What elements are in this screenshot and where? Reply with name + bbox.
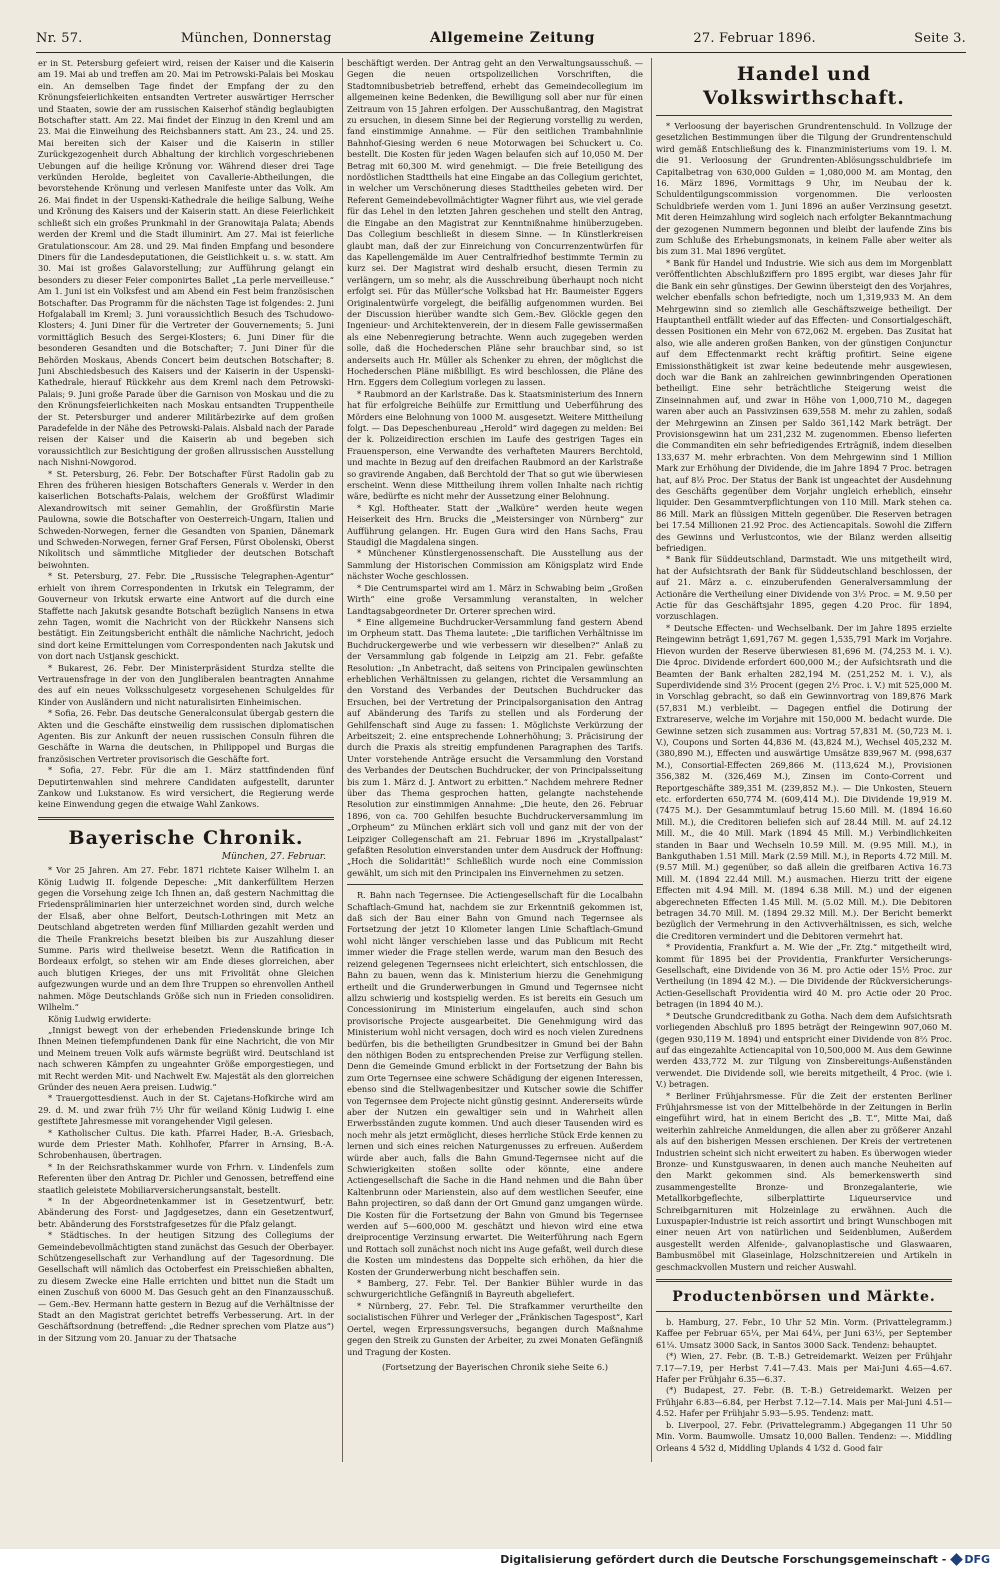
article-paragraph: (*) Budapest, 27. Febr. (B. T.-B.) Getreidemarkt. Weizen per Frühjahr 6.83—6.84, per Herbst 7.12—7.14. Mais per Mai-Juni 4.51—4.52. Hafer per Frühjahr 5.93—5.95. Tendenz: matt. bbox=[656, 1385, 952, 1419]
masthead bbox=[36, 30, 966, 50]
article-paragraph: * Sofia, 27. Febr. Für die am 1. März stattfindenden fünf Deputirtenwahlen sind mehrere Candidaten aufgestellt, darunter Zankow und Lukstanow. Es wird versichert, die Regierung werde keine Einwendung gegen die etwaige Wahl Zankows. bbox=[38, 765, 334, 810]
article-paragraph: * Verloosung der bayerischen Grundrentenschuld. In Vollzuge der gesetzlichen Bestimmungen über die Tilgung der Grundrentenschuld wird gemäß Entschließung des k. Finanzministeriums vom 19. l. M. die 91. Verloosung der Grundrenten-Ablösungsschuldbriefe im Capitalbetrag von 630,000 Gulden = 1,080,000 M. am Montag, den 16. März 1896, Vormittags 9 Uhr, im Neubau der k. Schuldentilgungscommission vorgenommen. Die verloosten Schuldbriefe werden vom 1. Juni 1896 an außer Verzinsung gesetzt. Mit deren Heimzahlung wird sogleich nach erfolgter Bekanntmachung der gezogenen Nummern begonnen und bleibt der laufende Zins bis zum Schluße des Erhebungsmonats, in keinem Falle aber weiter als bis zum 31. Mai 1896 vergütet. bbox=[656, 121, 952, 257]
article-paragraph: * Deutsche Grundcreditbank zu Gotha. Nach dem dem Aufsichtsrath vorliegenden Abschluß pro 1895 beträgt der Reingewinn 907,060 M. (gegen 930,119 M. 1894) und entspricht einer Dividende von 8⅔ Proc. auf das eingezahlte Actiencapital von 10,500,000 M. Aus dem Gewinne werden 433,772 M. zur Tilgung von Zinsbereitungs-Außenständen verwendet. Die Dividende soll, wie bereits mitgetheilt, 4 Proc. (wie i. V.) betragen. bbox=[656, 1010, 952, 1090]
article-paragraph: * Bank für Handel und Industrie. Wie sich aus dem im Morgenblatt veröffentlichten Abschlußziffern pro 1895 ergibt, war dieses Jahr für die Bank ein sehr günstiges. Der Gewinn übersteigt den des Vorjahres, welcher ebenfalls schon befriedigte, noch um 1,319,933 M. An dem Mehrgewinn sind so ziemlich alle Geschäftszweige betheiligt. Der Hauptantheil entfällt wieder auf das Effecten- und Consortialgeschäft, dessen Positionen ein Mehr von 672,062 M. ergeben. Das Zusitat hat also, wie alle anderen großen Banken, von der günstigen Conjunctur auf dem Effectenmarkt recht kräftig profitirt. Seine eigene Emissionsthätigkeit ist zwar keine bedeutende mehr ausgewiesen, doch war die Bank an zahlreichen gewinnbringenden Operationen betheiligt. Eine sehr beträchtliche Steigerung weist die Zinseinnahmen auf, und zwar in Höhe von 1,000,710 M., dagegen waren aber auch an Passivzinsen 639,558 M. mehr zu zahlen, sodaß der Mehrgewinn an Zinsen per Saldo 361,142 Mark beträgt. Der Provisionsgewinn hat um 231,232 M. zugenommen. Ebenso lieferten die Commanditen ein sehr befriedigendes Erträgniß, indem dieselben 133,637 M. mehr erbrachten. Von dem Mehrgewinn sind 1 Million Mark zur Erhöhung der Dividende, die im Jahre 1894 7 Proc. betragen hat, auf 8⅓ Proc. Der Status der Bank ist ungeachtet der Ausdehnung des Geschäfts gegenüber dem Vorjahr ungleich erheblich, einsehr liquider. Den Gesammtverpflichtungen von 110 Mill. Mark stehen ca. 86 Mill. Mark an flüssigen Mitteln gegenüber. Die Reserven betragen bei 17.54 Millionen 21.92 Proc. des Actiencapitals. Sowohl die Ziffern des Gewinns und Verlustcontos, wie der Bilanz werden allseitig befriedigen. bbox=[656, 257, 952, 554]
digitization-credit: Digitalisierung gefördert durch die Deutsche Forschungsgemeinschaft - bbox=[500, 1552, 947, 1566]
article-paragraph: * Bank für Süddeutschland, Darmstadt. Wie uns mitgetheilt wird, hat der Aufsichtsrath der Bank für Süddeutschland beschlossen, der auf 21. März a. c. einzuberufenden Generalversammlung der Actionäre die Vertheilung einer Dividende von 3½ Proc. = M. 9.50 per Actie für das Geschäftsjahr 1895, gegen 4.20 Proc. für 1894, vorzuschlagen. bbox=[656, 554, 952, 622]
dfg-logo bbox=[952, 1553, 990, 1566]
column-1 bbox=[38, 58, 334, 1458]
article-paragraph: * Katholischer Cultus. Die kath. Pfarrei Hader, B.-A. Griesbach, wurde dem Priester Math. Kohlhofer, Pfarrer in Arnsing, B.-A. Schrobenhausen, übertragen. bbox=[38, 1127, 334, 1161]
article-paragraph: * Sofia, 26. Febr. Das deutsche Generalconsulat übergab gestern die Akten und die Geschäfte einstweilig dem russischen diplomatischen Agenten. Bis zur Ankunft der neuen russischen Consuln führen die Geschäfte in Warna die deutschen, in Philippopel und Burgas die französischen Vertreter provisorisch die Geschäfte fort. bbox=[38, 708, 334, 764]
header-rule bbox=[36, 52, 966, 53]
column-2 bbox=[347, 58, 643, 1458]
article-paragraph: * Berliner Frühjahrsmesse. Für die Zeit der erstenten Berliner Frühjahrsmesse ist von der Mittelbehörde in der Zeitungen in Berlin eingeführt wird, hat in einem Bericht des „B. T.“, Mitte Mai, daß weiterhin zahlreiche Anmeldungen, die allen aber zu größerer Anzahl als auf den bisherigen Messen erschienen. Der Kreis der vertretenen Industrien scheint sich nicht erweitert zu haben. Es überwogen wieder Bronze- und Kunstguswaaren, in denen auch manche Neuheiten auf den Markt gekommen sind. Als bemerkenswerth sind zusammengestellte Bronze- und Bronzegalanterie, wie Metallkorbgeflechte, silberplattirte Liqueurservice und Schreibgarnituren mit Holzeinlage zu erwähnen. Auch die Luxuspapier-Industrie ist reich assortirt und bringt Wunschbogen mit einer neuen Art von natürlichen und Seidenblumen, Außerdem ausgestellt werden Alfenide-, galvanoplastische und Glaswaaren, Bambusmöbel mit Glaseinlage, Holzschnitzereien und Artikeln in geschmackvollen Mustern und reicher Auswahl. bbox=[656, 1090, 952, 1272]
article-paragraph: * In der Abgeordnetenkammer ist in Gesetzentwurf, betr. Abänderung des Forst- und Jagdgesetzes, dann ein Gesetzentwurf, betr. Abänderung des Forststrafgesetzes für die Pfalz gelangt. bbox=[38, 1196, 334, 1229]
column-3 bbox=[656, 58, 952, 1458]
section-title-bayerische-chronik: Bayerische Chronik. bbox=[68, 826, 304, 849]
column-divider bbox=[651, 58, 652, 1462]
article-paragraph: * Bukarest, 26. Febr. Der Ministerpräsident Sturdza stellte die Vertrauensfrage in der von den Jungliberalen beantragten Annahme des auf ein neues Volksschulgesetz vorgesehenen Schulgeldes für Kinder von Ausländern und nicht naturalisirten Einheimischen. bbox=[38, 662, 334, 707]
article-paragraph: * Städtisches. In der heutigen Sitzung des Collegiums der Gemeindebevollmächtigten stand zunächst das Gesuch der Oberbayer. Schützengesellschaft zur Verhandlung auf der Tagesordnung. Die Gesellschaft will nämlich das Octoberfest ein Preisschießen abhalten, zu diesem Zwecke eine Halle errichten und bittet nun die Stadt um einen Zuschuß von 6000 M. Das Gesuch geht an den Finanzausschuß. — Gem.-Bev. Hermann hatte gestern in Bezug auf die Verhältnisse der Stadt an den Magistrat gerichtet betreffs Verbesserung. Art. in der Geschäftsordnung (betreffend: „die Redner sprechen vom Platze aus“) in der Sitzung vom 20. Januar zu der Thatsache bbox=[38, 1230, 334, 1343]
article-paragraph: b. Hamburg, 27. Febr., 10 Uhr 52 Min. Vorm. (Privattelegramm.) Kaffee per Februar 65¼, per Mai 64¼, per Juni 63½, per September 61¼. Umsatz 3000 Sack, in Santos 3000 Sack. Tendenz: behauptet. bbox=[656, 1317, 952, 1350]
newspaper-title: Allgemeine Zeitung bbox=[429, 30, 596, 46]
article-paragraph: * In der Reichsrathskammer wurde von Frhrn. v. Lindenfels zum Referenten über den Antrag Dr. Pichler und Genossen, betreffend eine staatlich geleistete Mobiliarversicherungsanstalt, bestellt. bbox=[38, 1161, 334, 1195]
section-divider bbox=[656, 1311, 952, 1312]
section-title-handel: Handel und Volkswirthschaft. bbox=[703, 63, 905, 109]
article-paragraph: König Ludwig erwiderte: bbox=[48, 1013, 152, 1024]
article-paragraph: er in St. Petersburg gefeiert wird, reisen der Kaiser und die Kaiserin am 19. Mai ab und treffen am 20. Mai im Petrowski-Palais bei Moskau ein. An demselben Tage findet der Empfang der zu den Krönungsfeierlichkeiten entsandten Vertreter auswärtiger Herrscher und Staaten, sowie der am russischen Kaiserhof ständig beglaubigten Botschafter statt. Am 22. Mai findet der Einzug in den Kreml und am 23. Mai die Einweihung des Reichsbanners statt. Am 23., 24. und 25. Mai bereiten sich der Kaiser und die Kaiserin in stiller Zurückgezogenheit durch Abhaltung der kirchlich vorgeschriebenen Uebungen auf die heilige Krönung vor. Während dieser drei Tage verkünden Herolde, begleitet von Cavallerie-Abtheilungen, die bevorstehende Krönung und verlesen Manifeste unter das Volk. Am 26. Mai findet in der Uspenski-Kathedrale die heilige Salbung, Weihe und Krönung des Kaisers und der Kaiserin statt. An diese Feierlichkeit schließt sich ein großes Prunkmahl in der Granowitaja Palata; Abends werden der Kreml und die Stadt illuminirt. Am 27. Mai ist feierliche Gratulationscour. Am 28. und 29. Mai finden Empfang und besondere Diners für die Landesdeputationen, die Geistlichkeit u. s. w. statt. Am 30. Mai ist großes Galavorstellung; zur Aufführung gelangt ein besonders zu dieser Feier componirtes Ballet „La perle merveilleuse.“ Am 1. Juni ist ein Volksfest und am Abend ein Fest beim französischen Botschafter. Das Programm für die nächsten Tage ist folgendes: 2. Juni Hofgalaball im Kreml; 3. Juni voraussichtlich Besuch des Tschudowo-Klosters; 4. Juni Diner für die Vertreter der Gouvernements; 5. Juni vormittäglich Besuch des Sergei-Klosters; 6. Juni Diner für die besonderen Gesandten und die Botschafter; 7. Juni Diner für die Behörden Moskaus, Abends Concert beim deutschen Botschafter; 8. Juni Abschiedsbesuch des Kaisers und der Kaiserin in der Uspenski-Kathedrale, hierauf Rückkehr aus dem Kreml nach dem Petrowski-Palais; 9. Juni große Parade über die Garnison von Moskau und die zu den Krönungsfeierlichkeiten nach Moskau entsandten Truppentheile der St. Petersburger und anderer Militärbezirke auf dem großen Paradefelde in der Nähe des Petrowski-Palais. Alsbald nach der Parade reisen der Kaiser und die Kaiserin ab und begeben sich voraussichtlich zur Besichtigung der großen allrussischen Ausstellung nach Nishni-Nowgorod. bbox=[38, 58, 334, 468]
page-number: Seite 3. bbox=[914, 31, 966, 46]
article-paragraph: * Die Centrumspartei wird am 1. März in Schwabing beim „Großen Wirth“ eine große Versammlung veranstalten, in welcher Landtagsabgeordneter Dr. Orterer sprechen wird. bbox=[347, 582, 643, 616]
article-paragraph: * Raubmord an der Karlstraße. Das k. Staatsministerium des Innern hat für erfolgreiche Beihülfe zur Ermittlung und Ueberführung des Mörders eine Belohnung von 1000 M. ausgesetzt. Weitere Mittheilung folgt. — Das Depeschenbureau „Herold“ wird dagegen zu melden: Bei der k. Polizeidirection erschien im Laufe des gestrigen Tages ein Frauensperson, eine Verwandte des verhafteten Maurers Berchtold, und machte in Bezug auf den dreifachen Raubmord an der Karlstraße so gravirende Angaben, daß Berchtold der That so gut wie überwiesen erscheint. Wenn diese Mittheilung ihrem vollen Inhalte nach richtig wäre, bedürfte es nicht mehr der Aussetzung einer Belohnung. bbox=[347, 388, 643, 502]
dfg-logo-text: DFG bbox=[964, 1552, 990, 1566]
place-and-day: München, Donnerstag bbox=[180, 31, 332, 46]
section-divider bbox=[656, 1279, 952, 1282]
article-paragraph: * Providentia, Frankfurt a. M. Wie der „Fr. Ztg.“ mitgetheilt wird, kommt für 1895 bei der Providentia, Frankfurter Versicherungs-Gesellschaft, eine Dividende von 36 M. pro Actie oder 15½ Proc. zur Vertheilung (in 1894 42 M.). — Die Dividende der Rückversicherungs-Actien-Gesellschaft Providentia wird 40 M. pro Actie oder 20 Proc. betragen (in 1894 40 M.). bbox=[656, 942, 952, 1010]
article-paragraph: * Nürnberg, 27. Febr. Tel. Die Strafkammer verurtheilte den socialistischen Führer und Verleger der „Fränkischen Tagespost“, Karl Oertel, wegen Erpressungsversuchs, begangen durch Maßnahme gegen den Streik zu Gunsten der Arbeiter, zu zwei Monaten Gefängniß und Tragung der Kosten. bbox=[347, 1300, 643, 1357]
dfg-logo-icon bbox=[950, 1553, 963, 1566]
article-paragraph: * Eine allgemeine Buchdrucker-Versammlung fand gestern Abend im Orpheum statt. Das Thema lautete: „Die tariflichen Verhältnisse im Buchdruckergewerbe und wie verbessern wir dieselben?“ Anlaß zu der Versammlung gab folgende in Leipzig am 21. Febr. gefaßte Resolution: „In Anbetracht, daß seitens von Principalen gewünschten erheblichen Verhältnissen zu gelangen, richtet die Versammlung an den Vorstand des Verbandes der Deutschen Buchdrucker das Ersuchen, bei der Vertretung der Principalsorganisation den Antrag auf Abänderung des Tarifs zu stellen und als Forderung der Gehilfenschaft sind Auge zu fassen: 1. Möglichste Verkürzung der Arbeitszeit; 2. eine entsprechende Lohnerhöhung; 3. Präcisirung der durch die Praxis als streitig empfundenen Paragraphen des Tarifs. Unter vorstehende Anträge ersucht die Versammlung den Vorstand des Verbandes der Deutschen Buchdrucker, der von Principalsseitung bis zum 1. März d. J. Antwort zu erbitten.“ Nachdem mehrere Redner über das Thema gesprochen hatten, gelangte nachstehende Resolution zur einstimmigen Annahme: „Die heute, den 26. Februar 1896, von ca. 700 Gehilfen besuchte Buchdruckerversammlung im „Orpheum“ zu München erklärt sich voll und ganz mit der von der Leipziger Collegenschaft am 21. Februar 1896 im „Krystallpalast“ gefaßten Resolution einverstanden unter dem Ausdruck der Hoffnung: „Hoch die Solidarität!“ Schließlich wurde noch eine Commission gewählt, um sich mit den Principalen ins Einvernehmen zu setzen. bbox=[347, 616, 643, 878]
article-paragraph: * Vor 25 Jahren. Am 27. Febr. 1871 richtete Kaiser Wilhelm I. an König Ludwig II. folgende Depesche: „Mit dankerfülltem Herzen gegen die Vorsehung zeige Ich Ihnen an, daß gestern Nachmittag die Friedenspräliminarien hier unterzeichnet worden sind, durch welche der Elsaß, aber ohne Belfort, Deutsch-Lothringen mit Metz an Deutschland abgetreten werden fünf Milliarden gezahlt werden und die Theile Frankreichs besetzt bleiben bis zur Auszahlung dieser Summe. Paris wird theilweise besetzt. Wenn die Ratification in Bordeaux erfolgt, so stehen wir am Ende dieses glorreichen, aber auch blutigen Krieges, der uns mit Frivolität ohne Gleichen aufgezwungen wurde und an dem Ihre Truppen so ehrenvollen Antheil nahmen. Möge Deutschlands Größe sich nun in Frieden consolidiren. Wilhelm.“ bbox=[38, 865, 334, 1013]
article-paragraph: * Deutsche Effecten- und Wechselbank. Der im Jahre 1895 erzielte Reingewinn beträgt 1,691,767 M. gegen 1,535,791 Mark im Vorjahre. Hievon wurden der Reserve überwiesen 81,696 M. (74,253 M. i. V.). Die 4proc. Dividende erfordert 600,000 M.; der Aufsichtsrath und die Beamten der Bank erhalten 282,194 M. (251,252 M. i. V.), als Superdividende sind 3½ Procent (gegen 2½ Proc. i. V.) mit 525,000 M. in Vorschlag gebracht, so daß ein Gewinnvortrag von 189,876 Mark (57,831 M.) verbleibt. — Dagegen entfiel die Dotirung der Extrareserve, welche im Vorjahre mit 150,000 M. bedacht wurde. Die Gewinne setzen sich zusammen aus: Vortrag 57,831 M. (50,723 M. i. V.), Coupons und Sorten 44,836 M. (43,824 M.), Wechsel 405,232 M. (380,890 M.), Effecten und auswärtige Umsätze 839,967 M. (998,637 M.), Consortial-Effecten 269,866 M. (113,624 M.), Provisionen 356,382 M. (326,469 M.), Zinsen im Conto-Corrent und Reportgeschäfte 389,351 M. (239,852 M.). — Die Unkosten, Steuern etc. erforderten 650,774 M. (609,414 M.). Die Dividende 19,919 M. (7475 M.). Der Gesammtumlauf betrug 15.60 Mill. M. (1894 16.60 Mill. M.), die Creditoren beliefen sich auf 28.44 Mill. M. auf 24.12 Mill. M., die 40 Mill. Mark (1894 45 Mill. M.) Verbindlichkeiten standen in Baar und Wechseln 10.59 Mill. M. (9.95 Mill. M.), in Bankguthaben 1.51 Mill. Mark (2.59 Mill. M.), in Reports 4.72 Mill. M. (9.57 Mill. M.) gegenüber, so daß allein die greifbaren Activa 16.73 Mill. M. (1894 22.44 Mill. M.) ausmachen. Hierzu tritt der eigene Effecten mit 4.94 Mill. M. (1894 6.38 Mill. M.) und der eigenen abgerechneten Effecten 1.45 Mill. M. (5.02 Mill. M.). Die Debitoren betragen 34.70 Mill. M. (1894 29.32 Mill. M.). Der Bericht bemerkt bezüglich der Vermehrung in den Activverhältnissen, es sich, welche die Creditoren vermindert und die Debitoren vermehrt hat. bbox=[656, 622, 952, 941]
article-paragraph: beschäftigt werden. Der Antrag geht an den Verwaltungsausschuß. — Gegen die neuen ortspolizeilichen Vorschriften, die Stadtomnibusbetrieb betreffend, erhebt das Gemeindecollegium im allgemeinen keine Bedenken, die Bewilligung soll aber nur für einen Zeitraum von 15 Jahren erfolgen. Der Ausschußantrag, den Magistrat zu ersuchen, in diesem Sinne bei der Regierung vorstellig zu werden, fand einstimmige Annahme. — Für den seitlichen Trambahnlinie Bahnhof-Giesing werden 6 neue Motorwagen bei Schuckert u. Co. bestellt. Die Kosten für jeden Wagen belaufen sich auf 10,050 M. Der Betrag mit 60,300 M. wird genehmigt. — Die freie Beteiligung des nordöstlichen Stadttheils hat eine Eingabe an das Collegium gerichtet, in welcher um Verschönerung dieses Stadttheiles gebeten wird. Der Referent Gemeindebevollmächtigter Wagner führt aus, wie viel gerade für das Lehel in den letzten Jahren geschehen und stellt den Antrag, die Eingabe an den Magistrat zur Kenntnißnahme hinüberzugeben. Das Collegium beschließt in diesem Sinne. — In Künstlerkreisen glaubt man, daß der zur Einreichung von Concurrenzentwürfen für das Kapellengemälde im Auer Centralfriedhof bestimmte Termin zu kurz sei. Der Magistrat wird deshalb ersucht, diesen Termin zu verlängern, um so mehr, als die Ausschreibung überhaupt noch nicht erfolgt sei. Für das Müller'sche Volksbad hat Hr. Baumeister Eggers Originalentwürfe vorgelegt, die beifällig aufgenommen wurden. Bei der Discussion hierüber wandte sich Gem.-Bev. Glöckle gegen den Ingenieur- und Architektenverein, der in diesem Falle gewissermaßen als eine Nebenregierung betrachte. Wenn auch zugegeben werden solle, daß die Hochederschen Pläne sehr brauchbar sind, so ist anderseits auch Hr. Müller als Schenker zu ehren, der möglichst die Hochederschen Pläne mißbilligt. Es wird beschlossen, die Pläne des Hrn. Eggers dem Collegium vorlegen zu lassen. bbox=[347, 58, 643, 388]
issue-number: Nr. 57. bbox=[36, 31, 83, 46]
digitization-credit-bar bbox=[0, 1549, 1000, 1569]
article-paragraph: * Kgl. Hoftheater. Statt der „Walküre“ werden heute wegen Heiserkeit des Hrn. Brucks die „Meistersinger von Nürnberg“ zur Aufführung gelangen. Hr. Eugen Gura wird den Hans Sachs, Frau Staudigl die Magdalena singen. bbox=[347, 502, 643, 548]
dateline: München, 27. Februar. bbox=[221, 851, 326, 862]
section-divider bbox=[347, 884, 643, 885]
article-paragraph: b. Liverpool, 27. Febr. (Privattelegramm.) Abgegangen 11 Uhr 50 Min. Vorm. Baumwolle. Umsatz 10,000 Ballen. Tendenz: —. Middling Orleans 4 5⁄32 d, Middling Uplands 4 1⁄32 d. Good fair bbox=[656, 1419, 952, 1453]
article-paragraph: (*) Wien, 27. Febr. (B. T.-B.) Getreidemarkt. Weizen per Frühjahr 7.17—7.19, per Herbst 7.41—7.43. Mais per Mai-Juni 4.65—4.67. Hafer per Frühjahr 6.35—6.37. bbox=[656, 1351, 952, 1385]
section-title-productenboersen: Productenbörsen und Märkte. bbox=[672, 1289, 936, 1306]
article-paragraph: * Bamberg, 27. Febr. Tel. Der Bankier Bühler wurde in das schwurgerichtliche Gefängniß in Bayreuth abgeliefert. bbox=[347, 1278, 643, 1300]
section-divider bbox=[38, 817, 334, 820]
article-paragraph: „Innigst bewegt von der erhebenden Friedenskunde bringe Ich Ihnen Meinen tiefempfundenen Dank für eine Nachricht, die von Mir und Meinem treuen Volk aufs wärmste begrüßt wird. Deutschland ist nach schweren Kämpfen zu ungeahnter Größe emporgestiegen, und mit Recht werden Mit- und Nachwelt Ew. Majestät als den glorreichen Gründer des neuen Aera preisen. Ludwig.“ bbox=[38, 1024, 334, 1092]
article-paragraph: * St. Petersburg, 26. Febr. Der Botschafter Fürst Radolin gab zu Ehren des früheren hiesigen Botschafters Generals v. Werder in den kaiserlichen Botschafts-Palais, welchem der Großfürst Wladimir Alexandrowitsch mit seiner Gemahlin, der Großfürstin Marie Paulowna, sowie die Botschafter von Oesterreich-Ungarn, Italien und Schweden-Norwegen, ferner die Gesandten von Spanien, Dänemark und Schweden-Norwegen, ferner Graf Fersen, Fürst Obolenski, Oberst Nikolitsch und sämmtliche Mitglieder der deutschen Botschaft beiwohnten. bbox=[38, 468, 334, 570]
continuation-note: (Fortsetzung der Bayerischen Chronik siehe Seite 6.) bbox=[382, 1361, 608, 1372]
article-paragraph: * Trauergottesdienst. Auch in der St. Cajetans-Hofkirche wird am 29. d. M. und zwar früh 7½ Uhr für weiland König Ludwig I. eine gestiftete Jahresmesse mit vorangehender Vigil gelesen. bbox=[38, 1093, 334, 1127]
article-paragraph: * Münchener Künstlergenossenschaft. Die Ausstellung aus der Sammlung der Historischen Commission am Königsplatz wird Ende nächster Woche geschlossen. bbox=[347, 548, 643, 582]
issue-date: 27. Februar 1896. bbox=[693, 31, 816, 46]
article-paragraph: * St. Petersburg, 27. Febr. Die „Russische Telegraphen-Agentur“ erhielt von ihrem Correspondenten in Irkutsk ein Telegramm, der Gouverneur von Irkutsk erwarte eine Antwort auf die durch eine Staffette nach Jakutsk gesandte Botschaft bezüglich Nansens in etwa zehn Tagen, womit die Nachricht von der Rückkehr Nansens sich bestätigt. Ein Zeitungsbericht enthält die nämliche Nachricht, jedoch sind dort keine Ermittelungen vom Correspondenten nach Jakutsk und von dort nach Ustjansk geschickt. bbox=[38, 571, 334, 662]
article-paragraph: R. Bahn nach Tegernsee. Die Actiengesellschaft für die Localbahn Schaftlach-Gmund hat, nachdem sie zur Erkenntniß gekommen ist, daß sich der Bau einer Bahn von Gmund nach Tegernsee als Fortsetzung der jetzt 10 Kilometer langen Linie Schaftlach-Gmund wohl nicht länger verschieben lasse und das Publicum mit Recht immer wieder die Frage stellen werde, warum man den Besuch des reizend gelegenen Tegernsees nicht erleichtert, sich entschlossen, die Bahn zu bauen, wenn das k. Ministerium hierzu die Genehmigung ertheilt und die Grunderwerbungen in Gmund und Tegernsee nicht allzu schwierig und kostspielig werden. Es ist bereits ein Gesuch um Concessionirung im Ministerium eingelaufen, auch sind schon provisorische Projecte ausgearbeitet. Die Genehmigung wird das Ministerium wohl nicht versagen, doch wird es noch vielen Zurednens bedürfen, bis die betheiligten Grundbesitzer in Gmund bei der Bahn den nöthigen Boden zu entsprechenden Preise zur Verfügung stellen. Denn die Gemeinde Gmund erblickt in der Fortsetzung der Bahn bis zum Orte Tegernsee eine schwere Schädigung der eigenen Interessen, ebenso sind die Stellwagenbesitzer und Kutscher sowie die Schiffer von Tegernsee dem Projecte nicht günstig gesinnt. Andererseits würde aber der Nutzen ein gewaltiger sein und in Wahrheit allen Erwerbsständen zugute kommen. Und auch dieser Tausenden wird es noch mehr als jetzt ermöglicht, dieses herrliche Stück Erde kennen zu lernen und sich eines reichen Naturgenusses zu erfreuen. Außerdem würde aber auch, falls die Bahn Gmund-Tegernsee nicht auf die Schwierigkeiten stoßen sollte oder könnte, eine andere Actiengesellschaft die Sache in die Hand nehmen und die Bahn über Kaltenbrunn oder Marienstein, also auf dem westlichen Seeufer, eine Bahn projectiren, so daß dann der Ort Gmund ganz umgangen würde. Die Kosten für die Fortsetzung der Bahn von Gmund bis Tegernsee werden auf 5—600,000 M. geschätzt und hievon wird eine etwa dreiprocentige Verzinsung erwartet. Die Weiterführung nach Egern und Rottach soll zunächst noch nicht ins Auge gefaßt, weil durch diese die Kosten um mindestens das Doppelte sich erhöhen, da hier die Kosten der Grunderwerbung nicht beschaffen sein. bbox=[347, 890, 643, 1277]
section-divider bbox=[656, 115, 952, 116]
column-divider bbox=[342, 58, 343, 1462]
